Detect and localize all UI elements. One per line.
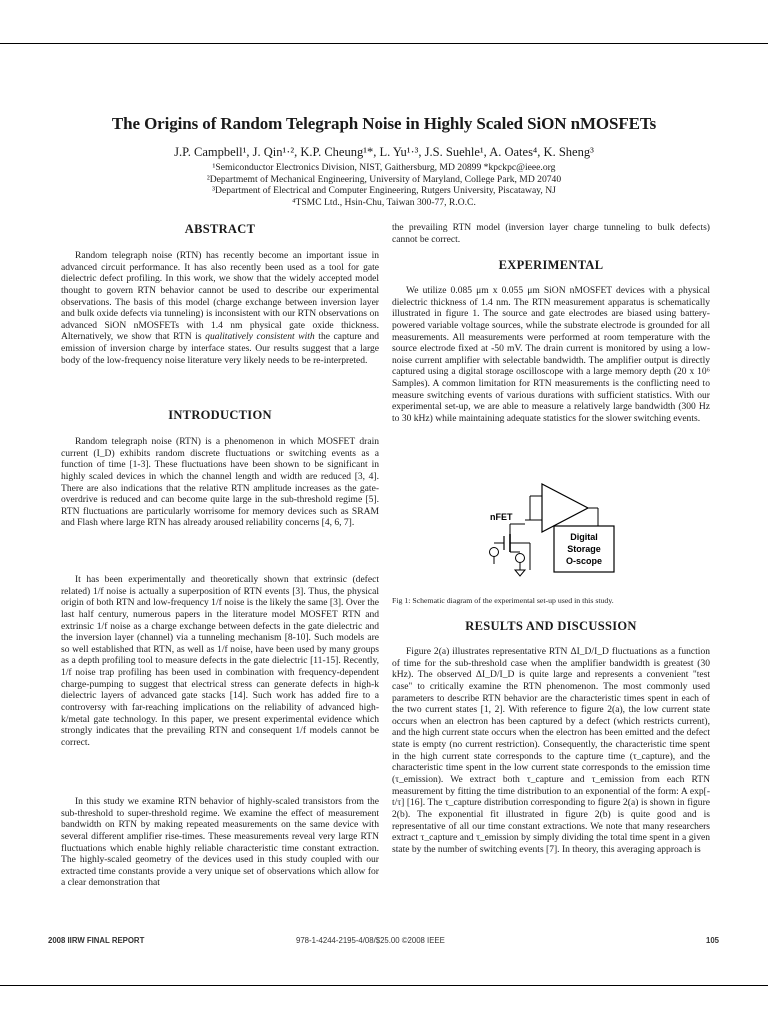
abstract-heading: ABSTRACT (184, 222, 256, 236)
introduction-paragraph-2 (61, 574, 379, 749)
paper-title: The Origins of Random Telegraph Noise in Highly Scaled SiON nMOSFETs (111, 114, 657, 133)
abstract-body (61, 250, 379, 366)
abstract-text-b: the capture and emission of inversion charge by interface states. Our results suggest that a large body of the low-frequency noise literature very likely needs to be re-interpreted. (61, 331, 380, 366)
paper-authors: J.P. Campbell¹, J. Qin¹·², K.P. Cheung¹*, L. Yu¹·³, J.S. Suehle¹, A. Oates⁴, K. Sheng³ (174, 145, 594, 159)
scope-label-line1: Digital (570, 532, 598, 542)
intro-p3: In this study we examine RTN behavior of highly-scaled transistors from the sub-threshold to super-threshold regime. We examine the effect of measurement bandwidth on RTN by making repeated measurements on the same device with several different amplifier rise-times. These measurements reveal very large RTN fluctuations which enable highly reliable characteristic time constant extraction. The highly-scaled geometry of the devices used in this study coupled with our extracted time constants provide a very unique set of observations which allow for a clear demonstration that (61, 796, 379, 889)
scope-label-line2: Storage (567, 544, 601, 554)
footer-left: 2008 IIRW FINAL REPORT (48, 936, 145, 945)
scope-label-line3: O-scope (565, 556, 603, 566)
amplifier-triangle (542, 484, 588, 532)
nfet-label: nFET (490, 512, 513, 522)
footer-center: 978-1-4244-2195-4/08/$25.00 ©2008 IEEE (296, 936, 445, 945)
footer-page-number: 105 (706, 936, 720, 945)
bottom-rule (0, 985, 768, 986)
ground-symbol (515, 570, 525, 576)
intro-p2: It has been experimentally and theoretically shown that extrinsic (defect related) 1/f noise is actually a superposition of RTN events [3]. Thus, the physical origin of both RTN and low-frequency 1/f noise is the likely the same [3]. Over the last half century, numerous papers in the literature model MOSFET RTN and extrinsic 1/f noise as a charge exchange between defects in the gate dielectric and the inversion layer (channel) via a tunneling mechanism [8-10]. Such models are so well established that RTN, as well as 1/f noise, have been used by many groups as a depth profiling tool to measure defects in the gate dielectric [11-15]. Recently, 1/f noise trap profiling has been used in combination with frequency-dependent charge-pumping to suggest that electrical stress can generate defects in high-k dielectric layers of advanced gate stacks [14]. Such work has added fire to a controversy with far-reaching implications on the reliability of advanced high-k/metal gate technology. In this paper, we present experimental evidence which strongly indicates that the prevailing RTN and consequent 1/f models cannot be correct. (61, 574, 379, 748)
gate-voltage-source (490, 548, 499, 557)
experimental-p1: We utilize 0.085 μm x 0.055 μm SiON nMOSFET devices with a physical dielectric thickness of 1.4 nm. The RTN measurement apparatus is schematically illustrated in figure 1. The source and gate electrodes are biased using battery-powered variable voltage sources, while the substrate electrode is grounded for all measurements. All measurements were performed at room temperature with the source electrode fixed at -50 mV. The drain current is monitored by using a low-noise current amplifier with selectable bandwidth. The amplifier output is directly captured using a digital storage oscilloscope with a large memory depth (20 x 10⁶ Samples). A common limitation for RTN measurements is the conflicting need to measure switching events of various durations with sufficient statistics. With our experimental set-up, we are able to measure a relatively large bandwidth (300 Hz to 30 kHz) while maintaining adequate statistics for the slower switching events. (392, 285, 710, 425)
affiliation-1: ¹Semiconductor Electronics Division, NIST, Gaithersburg, MD 20899 *kpckpc@ieee.org (212, 162, 556, 173)
source-voltage-source (516, 554, 525, 563)
introduction-continued (392, 222, 710, 245)
abstract-text-a: Random telegraph noise (RTN) has recently become an important issue in advanced circuit performance. It has also recently been used as a tool for gate dielectric defect profiling. In this work, we show that the widely accepted model thought to govern RTN behavior cannot be used to describe our experimental observations. The basis of this model (charge exchange between inversion layer and bulk oxide defects via tunneling) is inconsistent with our RTN observations on advanced SiON nMOSFETs with 1.4 nm physical gate oxide thickness. Alternatively, we show that RTN is (61, 250, 379, 343)
introduction-paragraph-3 (61, 796, 379, 889)
intro-cont: the prevailing RTN model (inversion layer charge tunneling to bulk defects) cannot be correct. (392, 222, 710, 245)
figure-1-caption: Fig 1: Schematic diagram of the experimental set-up used in this study. (392, 596, 614, 605)
abstract-emphasis: qualitatively consistent with (205, 331, 315, 343)
top-rule (0, 43, 768, 44)
intro-p1: Random telegraph noise (RTN) is a phenomenon in which MOSFET drain current (I_D) exhibits random discrete fluctuations or switching events as a function of time [1-3]. These fluctuations have been shown to be significant in highly scaled devices in which the channel length and width are reduced [3, 4]. There are also indications that the relative RTN amplitude increases as the gate-overdrive is reduced and can become quite large in the sub-threshold regime [5]. RTN fluctuations are particularly worrisome for memory devices such as SRAM and Flash where large RTN has already aroused reliability concerns [4, 6, 7]. (61, 436, 379, 529)
introduction-heading: INTRODUCTION (168, 408, 272, 422)
experimental-body (392, 285, 710, 425)
results-p1: Figure 2(a) illustrates representative RTN ΔI_D/I_D fluctuations as a function of time for the sub-threshold case when the amplifier bandwidth is greatest (30 kHz). The observed ΔI_D/I_D is quite large and represents a convenient "test case" to critically examine the RTN phenomenon. The most commonly used parameters to describe RTN behavior are the characteristic times spent in each of the two current states [1, 2]. With reference to figure 2(a), the low current state occurs when an electron has been captured by a defect (which restricts current), and the high current state occurs when the electron has been emitted and the defect state is empty (no current restriction). Consequently, the characteristic time spent in the high current state corresponds to the capture time (τ_capture), and the characteristic time spent in the low current state corresponds to the emission time (τ_emission). We extract both τ_capture and τ_emission from each RTN measurement by fitting the time distribution to an exponential of the form: A exp[-t/τ] [16]. The τ_capture distribution corresponding to figure 2(a) is shown in figure 2(b). The exponential fit illustrated in figure 2(b) is quite good and is representative of all our time constant extractions. We note that many researchers extract τ_capture and τ_emission by simply dividing the total time spent in a given state by the number of switching events [7]. In theory, this averaging approach is (392, 646, 710, 855)
experimental-heading: EXPERIMENTAL (498, 258, 604, 272)
figure-1-schematic (480, 478, 640, 583)
introduction-paragraph-1 (61, 436, 379, 529)
affiliation-2: ²Departmemt of Mechanical Engineering, University of Maryland, College Park, MD 20740 (206, 174, 562, 185)
affiliation-4: ⁴TSMC Ltd., Hsin-Chu, Taiwan 300-77, R.O.C. (292, 197, 476, 208)
results-heading: RESULTS AND DISCUSSION (465, 619, 637, 633)
affiliation-3: ³Department of Electrical and Computer Engineering, Rutgers University, Piscataway, NJ (212, 185, 556, 196)
results-body (392, 646, 710, 856)
